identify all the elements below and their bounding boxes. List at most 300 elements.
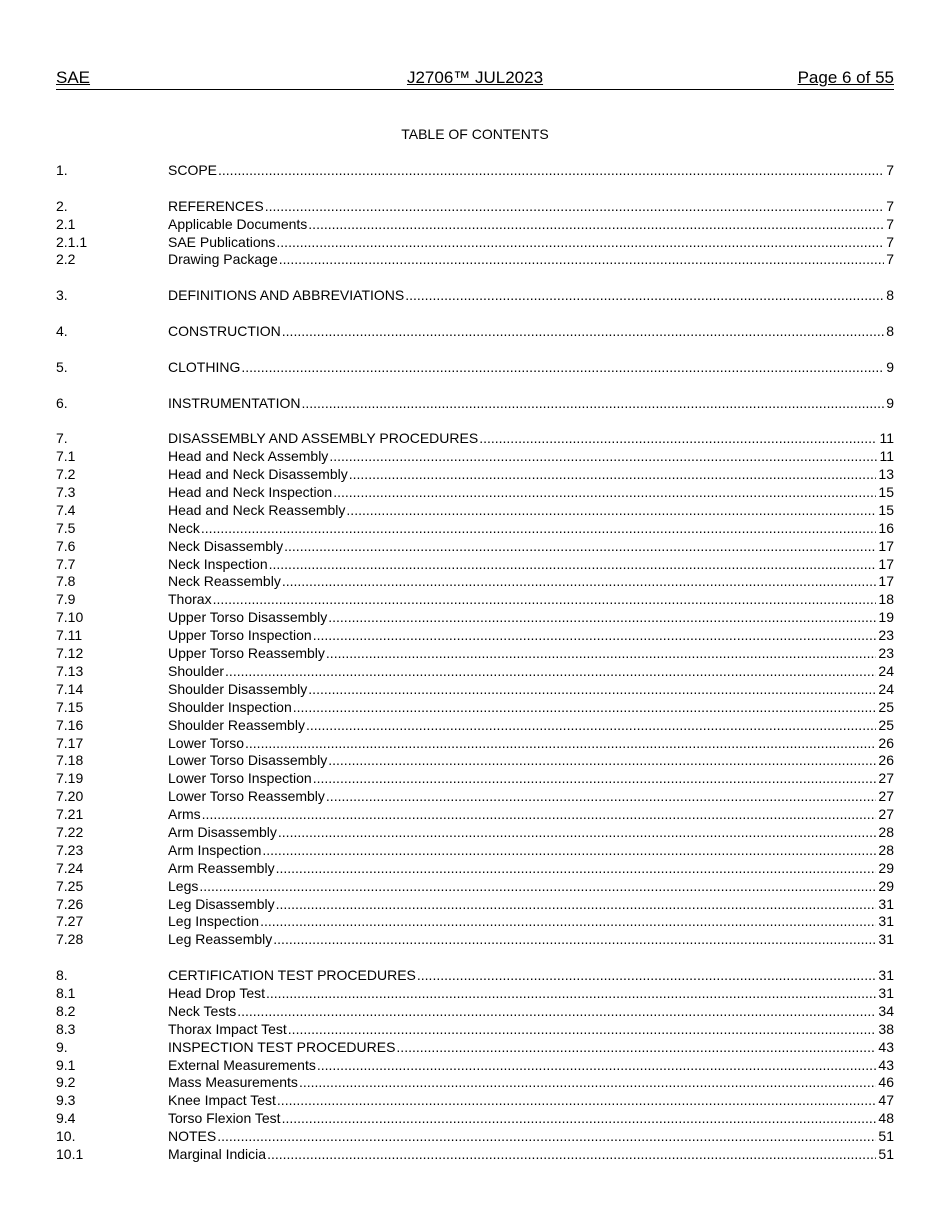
toc-entry[interactable] — [56, 251, 894, 269]
toc-entry-page: 7 — [886, 215, 894, 232]
toc-entry-title: Arm Disassembly — [168, 823, 277, 840]
dot-leader — [277, 1092, 877, 1110]
toc-entry-title: DEFINITIONS AND ABBREVIATIONS — [168, 287, 405, 304]
toc-entry[interactable] — [56, 985, 894, 1003]
dot-leader — [288, 1021, 877, 1039]
toc-entry-title: CLOTHING — [168, 358, 241, 375]
toc-entry-line — [168, 645, 894, 663]
toc-entry[interactable] — [56, 967, 894, 985]
toc-entry[interactable] — [56, 538, 894, 556]
dot-leader — [282, 1110, 877, 1128]
dot-leader — [276, 234, 884, 252]
toc-entry[interactable] — [56, 645, 894, 663]
toc-entry-number: 7.27 — [56, 913, 84, 930]
toc-entry-page: 15 — [878, 501, 894, 518]
toc-entry-title: Neck Reassembly — [168, 573, 281, 590]
toc-entry-line — [168, 1146, 894, 1164]
toc-entry[interactable] — [56, 395, 894, 413]
toc-entry-page: 7 — [886, 197, 894, 214]
toc-entry-page: 46 — [878, 1074, 894, 1091]
toc-entry[interactable] — [56, 556, 894, 574]
toc-entry-title: SCOPE — [168, 162, 218, 178]
toc-entry[interactable] — [56, 878, 894, 896]
toc-entry-title: Lower Torso Reassembly — [168, 788, 325, 805]
toc-entry-line — [168, 860, 894, 878]
toc-entry-title: INSPECTION TEST PROCEDURES — [168, 1038, 396, 1055]
toc-entry-title: Applicable Documents — [168, 215, 308, 232]
toc-entry-title: Arm Reassembly — [168, 859, 275, 876]
toc-entry-number: 5. — [56, 358, 68, 375]
dot-leader — [273, 931, 876, 949]
toc-entry-line — [168, 323, 894, 341]
toc-entry-number: 7.19 — [56, 770, 84, 787]
toc-entry-page: 8 — [886, 287, 894, 304]
dot-leader — [329, 448, 877, 466]
toc-entry-page: 18 — [878, 591, 894, 608]
dot-leader — [299, 1074, 876, 1092]
toc-entry-title: Head and Neck Assembly — [168, 448, 329, 465]
toc-entry-number: 9.3 — [56, 1092, 76, 1109]
toc-entry-number: 10.1 — [56, 1145, 84, 1162]
toc-entry[interactable] — [56, 1057, 894, 1075]
toc-entry-number: 9.2 — [56, 1074, 76, 1091]
toc-entry-title: Lower Torso — [168, 734, 245, 751]
toc-entry-title: DISASSEMBLY AND ASSEMBLY PROCEDURES — [168, 430, 479, 447]
toc-entry-line — [168, 556, 894, 574]
toc-entry[interactable] — [56, 931, 894, 949]
dot-leader — [317, 1057, 877, 1075]
dot-leader — [218, 162, 884, 180]
dot-leader — [479, 430, 877, 448]
toc-entry-page: 29 — [878, 859, 894, 876]
toc-entry-title: Shoulder Disassembly — [168, 680, 308, 697]
toc-entry[interactable] — [56, 806, 894, 824]
toc-entry-number: 7.14 — [56, 680, 84, 697]
toc-entry[interactable] — [56, 842, 894, 860]
dot-leader — [201, 520, 877, 538]
toc-entry-number: 8.2 — [56, 1002, 76, 1019]
toc-entry[interactable] — [56, 287, 894, 305]
toc-entry-page: 31 — [878, 984, 894, 1001]
toc-entry-page: 17 — [878, 555, 894, 572]
dot-leader — [333, 484, 876, 502]
toc-entry-line — [168, 484, 894, 502]
toc-entry-page: 31 — [878, 895, 894, 912]
toc-entry-line — [168, 824, 894, 842]
toc-entry-line — [168, 466, 894, 484]
toc-entry-title: Lower Torso Disassembly — [168, 752, 328, 769]
toc-entry-title: Shoulder Inspection — [168, 698, 292, 715]
toc-entry-page: 43 — [878, 1056, 894, 1073]
toc-entry-title: CONSTRUCTION — [168, 323, 281, 340]
dot-leader — [396, 1039, 876, 1057]
dot-leader — [293, 699, 877, 717]
toc-entry-number: 7.7 — [56, 555, 76, 572]
toc-entry-line — [168, 699, 894, 717]
toc-entry[interactable] — [56, 466, 894, 484]
toc-entry-number: 6. — [56, 394, 68, 411]
toc-entry-page: 13 — [878, 466, 894, 483]
toc-entry-title: Leg Inspection — [168, 913, 260, 930]
toc-entry-page: 27 — [878, 806, 894, 823]
toc-entry[interactable] — [56, 717, 894, 735]
toc-entry-number: 2.1 — [56, 215, 76, 232]
toc-entry-title: Thorax — [168, 591, 212, 608]
dot-leader — [199, 878, 876, 896]
toc-entry-title: Upper Torso Reassembly — [168, 645, 325, 662]
toc-entry-line — [168, 198, 894, 216]
toc-entry-page: 11 — [879, 430, 894, 447]
dot-leader — [308, 216, 884, 234]
toc-entry-title: Upper Torso Disassembly — [168, 609, 328, 626]
toc-entry-page: 8 — [886, 323, 894, 340]
toc-entry[interactable] — [56, 699, 894, 717]
dot-leader — [237, 1003, 876, 1021]
toc-entry-number: 8.3 — [56, 1020, 76, 1037]
toc-entry-page: 51 — [878, 1145, 894, 1162]
toc-entry-line — [168, 162, 894, 180]
toc-entry-number: 7.21 — [56, 806, 84, 823]
toc-entry-number: 7.16 — [56, 716, 84, 733]
toc-entry[interactable] — [56, 1074, 894, 1092]
toc-entry[interactable] — [56, 663, 894, 681]
toc-entry-page: 29 — [878, 877, 894, 894]
dot-leader — [260, 913, 876, 931]
toc-entry-page: 7 — [886, 233, 894, 250]
toc-entry-title: REFERENCES — [168, 197, 264, 214]
toc-entry-line — [168, 591, 894, 609]
toc-entry-line — [168, 627, 894, 645]
toc-entry[interactable] — [56, 502, 894, 520]
toc-entry-page: 34 — [878, 1002, 894, 1019]
toc-entry-page: 27 — [878, 788, 894, 805]
toc-entry-number: 10. — [56, 1128, 76, 1145]
dot-leader — [241, 359, 884, 377]
toc-entry-number: 7.1 — [56, 448, 76, 465]
toc-entry-line — [168, 681, 894, 699]
toc-entry-line — [168, 878, 894, 896]
dot-leader — [225, 663, 876, 681]
toc-entry[interactable] — [56, 573, 894, 591]
toc-entry-number: 8. — [56, 967, 68, 984]
toc-entry-number: 7.15 — [56, 698, 84, 715]
toc-entry-title: Legs — [168, 877, 199, 894]
toc-entry[interactable] — [56, 609, 894, 627]
toc-entry-number: 7.23 — [56, 841, 84, 858]
dot-leader — [267, 1146, 876, 1164]
toc-entry[interactable] — [56, 520, 894, 538]
toc-entry-line — [168, 788, 894, 806]
dot-leader — [265, 198, 885, 216]
toc-entry-page: 28 — [878, 841, 894, 858]
dot-leader — [313, 627, 877, 645]
toc-entry-page: 31 — [878, 913, 894, 930]
toc-entry-title: Leg Disassembly — [168, 895, 275, 912]
dot-leader — [276, 860, 877, 878]
toc-entry-number: 7.9 — [56, 591, 76, 608]
toc-entry-page: 15 — [878, 484, 894, 501]
toc-entry-number: 2.2 — [56, 251, 76, 268]
toc-entry-line — [168, 538, 894, 556]
page-header — [56, 68, 894, 90]
toc-entry[interactable] — [56, 752, 894, 770]
toc-entry-number: 2.1.1 — [56, 233, 88, 250]
toc-entry[interactable] — [56, 1128, 894, 1146]
toc-entry-line — [168, 448, 894, 466]
header-org: SAE — [56, 68, 91, 87]
toc-entry-page: 7 — [886, 251, 894, 268]
toc-entry-number: 7.25 — [56, 877, 84, 894]
toc-entry-number: 7.22 — [56, 823, 84, 840]
toc-entry-number: 7.20 — [56, 788, 84, 805]
toc-entry-title: CERTIFICATION TEST PROCEDURES — [168, 967, 416, 984]
header-doc-id: J2706™ JUL2023 — [406, 68, 544, 87]
dot-leader — [313, 770, 877, 788]
toc-entry-number: 7.6 — [56, 537, 76, 554]
toc-entry-line — [168, 1092, 894, 1110]
toc-entry-title: Leg Reassembly — [168, 931, 273, 948]
toc-entry[interactable] — [56, 681, 894, 699]
dot-leader — [284, 538, 876, 556]
toc-entry[interactable] — [56, 198, 894, 216]
dot-leader — [405, 287, 884, 305]
toc-entry-page: 23 — [878, 627, 894, 644]
toc-entry-line — [168, 234, 894, 252]
toc-entry-number: 9.1 — [56, 1056, 76, 1073]
toc-entry-title: Head Drop Test — [168, 984, 266, 1001]
toc-entry-line — [168, 1074, 894, 1092]
dot-leader — [279, 251, 884, 269]
toc-entry[interactable] — [56, 162, 894, 180]
toc-entry[interactable] — [56, 627, 894, 645]
dot-leader — [217, 1128, 876, 1146]
toc-entry-page: 26 — [878, 734, 894, 751]
toc-entry-line — [168, 931, 894, 949]
toc-entry-title: Torso Flexion Test — [168, 1110, 281, 1127]
toc-entry[interactable] — [56, 1003, 894, 1021]
dot-leader — [417, 967, 877, 985]
toc-entry-page: 51 — [878, 1128, 894, 1145]
toc-entry-title: Neck Tests — [168, 1002, 237, 1019]
toc-entry-number: 7. — [56, 430, 68, 447]
dot-leader — [306, 717, 876, 735]
dot-leader — [328, 752, 876, 770]
toc-entry-title: Drawing Package — [168, 251, 278, 268]
dot-leader — [269, 556, 877, 574]
toc-entry-page: 17 — [878, 537, 894, 554]
toc-entry-page: 9 — [886, 358, 894, 375]
toc-entry[interactable] — [56, 824, 894, 842]
toc-entry-title: Neck — [168, 519, 200, 536]
toc-entry[interactable] — [56, 591, 894, 609]
toc-entry-page: 11 — [879, 448, 894, 465]
toc-entry[interactable] — [56, 860, 894, 878]
toc-entry-number: 4. — [56, 323, 68, 340]
toc-entry-title: NOTES — [168, 1128, 217, 1145]
toc-entry-number: 9. — [56, 1038, 68, 1055]
toc-entry-number: 7.18 — [56, 752, 84, 769]
toc-entry-page: 19 — [878, 609, 894, 626]
toc-entry[interactable] — [56, 323, 894, 341]
toc-entry[interactable] — [56, 234, 894, 252]
toc-entry-number: 7.26 — [56, 895, 84, 912]
toc-entry-title: Arms — [168, 806, 201, 823]
toc-entry-number: 8.1 — [56, 984, 76, 1001]
toc-entry-number: 7.8 — [56, 573, 76, 590]
dot-leader — [266, 985, 876, 1003]
toc-entry[interactable] — [56, 1146, 894, 1164]
toc-entry-page: 24 — [878, 662, 894, 679]
toc-entry[interactable] — [56, 788, 894, 806]
toc-entry-line — [168, 1057, 894, 1075]
dot-leader — [245, 735, 876, 753]
toc-entry-line — [168, 896, 894, 914]
toc-entry-line — [168, 735, 894, 753]
dot-leader — [202, 806, 877, 824]
toc-entry-line — [168, 395, 894, 413]
toc-entry-line — [168, 1021, 894, 1039]
toc-entry-title: Thorax Impact Test — [168, 1020, 287, 1037]
toc-entry-line — [168, 287, 894, 305]
toc-entry-number: 2. — [56, 197, 68, 214]
toc-entry-title: Knee Impact Test — [168, 1092, 276, 1109]
toc-entry[interactable] — [56, 913, 894, 931]
toc-entry-title: INSTRUMENTATION — [168, 394, 301, 411]
toc-entry-number: 1. — [56, 162, 68, 178]
toc-entry[interactable] — [56, 216, 894, 234]
toc-entry-number: 7.10 — [56, 609, 84, 626]
toc-entry-number: 7.11 — [56, 627, 83, 644]
toc-entry-line — [168, 913, 894, 931]
toc-entry-title: Head and Neck Reassembly — [168, 501, 346, 518]
toc-entry-line — [168, 717, 894, 735]
toc-entry-page: 25 — [878, 698, 894, 715]
toc-entry[interactable] — [56, 770, 894, 788]
toc-entry[interactable] — [56, 484, 894, 502]
dot-leader — [301, 395, 884, 413]
dot-leader — [326, 645, 877, 663]
toc-entry-line — [168, 967, 894, 985]
toc-entry-page: 38 — [878, 1020, 894, 1037]
toc-entry[interactable] — [56, 1110, 894, 1128]
toc-entry-line — [168, 430, 894, 448]
toc-entry-line — [168, 216, 894, 234]
toc-entry-page: 25 — [878, 716, 894, 733]
toc-entry-page: 26 — [878, 752, 894, 769]
toc-entry-title: Head and Neck Disassembly — [168, 466, 348, 483]
toc-entry-line — [168, 520, 894, 538]
dot-leader — [282, 573, 877, 591]
toc-entry-number: 3. — [56, 287, 68, 304]
toc-entry-line — [168, 1039, 894, 1057]
toc-entry-number: 7.17 — [56, 734, 84, 751]
toc-entry-page: 47 — [878, 1092, 894, 1109]
toc-entry-line — [168, 842, 894, 860]
toc-entry-title: Neck Inspection — [168, 555, 268, 572]
toc-entry[interactable] — [56, 1039, 894, 1057]
toc-entry-title: SAE Publications — [168, 233, 276, 250]
toc-entry[interactable] — [56, 735, 894, 753]
toc-entry-line — [168, 1128, 894, 1146]
toc-entry-line — [168, 806, 894, 824]
toc-entry-page: 43 — [878, 1038, 894, 1055]
toc-entry-number: 7.13 — [56, 662, 84, 679]
dot-leader — [282, 323, 884, 341]
toc-entry-title: Arm Inspection — [168, 841, 262, 858]
table-of-contents — [56, 162, 894, 1164]
toc-entry-line — [168, 770, 894, 788]
dot-leader — [326, 788, 877, 806]
toc-entry-number: 7.24 — [56, 859, 84, 876]
toc-entry-line — [168, 1003, 894, 1021]
toc-entry-number: 7.4 — [56, 501, 76, 518]
dot-leader — [278, 824, 877, 842]
toc-entry-title: Lower Torso Inspection — [168, 770, 312, 787]
toc-entry-page: 9 — [886, 394, 894, 411]
toc-entry-page: 7 — [886, 162, 894, 178]
toc-entry-title: Mass Measurements — [168, 1074, 298, 1091]
toc-entry-title: Neck Disassembly — [168, 537, 284, 554]
toc-entry[interactable] — [56, 1021, 894, 1039]
dot-leader — [262, 842, 876, 860]
dot-leader — [349, 466, 877, 484]
dot-leader — [308, 681, 876, 699]
dot-leader — [213, 591, 877, 609]
toc-entry[interactable] — [56, 1092, 894, 1110]
toc-entry-line — [168, 359, 894, 377]
toc-entry-page: 17 — [878, 573, 894, 590]
toc-entry-page: 28 — [878, 823, 894, 840]
toc-entry[interactable] — [56, 896, 894, 914]
toc-entry-page: 27 — [878, 770, 894, 787]
toc-entry-line — [168, 752, 894, 770]
toc-entry-line — [168, 573, 894, 591]
toc-entry-page: 16 — [878, 519, 894, 536]
toc-entry-number: 7.12 — [56, 645, 84, 662]
toc-entry-number: 7.5 — [56, 519, 76, 536]
toc-entry-title: Upper Torso Inspection — [168, 627, 312, 644]
dot-leader — [328, 609, 876, 627]
toc-entry-number: 9.4 — [56, 1110, 76, 1127]
toc-entry-number: 7.28 — [56, 931, 84, 948]
toc-entry-line — [168, 985, 894, 1003]
toc-entry[interactable] — [56, 448, 894, 466]
toc-entry-title: Shoulder — [168, 662, 225, 679]
toc-entry-title: Marginal Indicia — [168, 1145, 267, 1162]
toc-entry-page: 23 — [878, 645, 894, 662]
toc-entry-line — [168, 1110, 894, 1128]
dot-leader — [346, 502, 876, 520]
toc-entry[interactable] — [56, 430, 894, 448]
toc-entry-line — [168, 502, 894, 520]
toc-entry-title: External Measurements — [168, 1056, 316, 1073]
toc-entry-title: Head and Neck Inspection — [168, 484, 333, 501]
toc-entry-page: 31 — [878, 931, 894, 948]
toc-entry-number: 7.3 — [56, 484, 76, 501]
toc-entry-line — [168, 663, 894, 681]
header-page-number: Page 6 of 55 — [797, 68, 894, 87]
toc-entry-page: 24 — [878, 680, 894, 697]
toc-entry-number: 7.2 — [56, 466, 76, 483]
toc-entry[interactable] — [56, 359, 894, 377]
toc-entry-line — [168, 251, 894, 269]
toc-entry-page: 48 — [878, 1110, 894, 1127]
toc-entry-page: 31 — [878, 967, 894, 984]
toc-entry-line — [168, 609, 894, 627]
toc-title: TABLE OF CONTENTS — [401, 126, 549, 142]
toc-entry-title: Shoulder Reassembly — [168, 716, 305, 733]
dot-leader — [276, 896, 877, 914]
